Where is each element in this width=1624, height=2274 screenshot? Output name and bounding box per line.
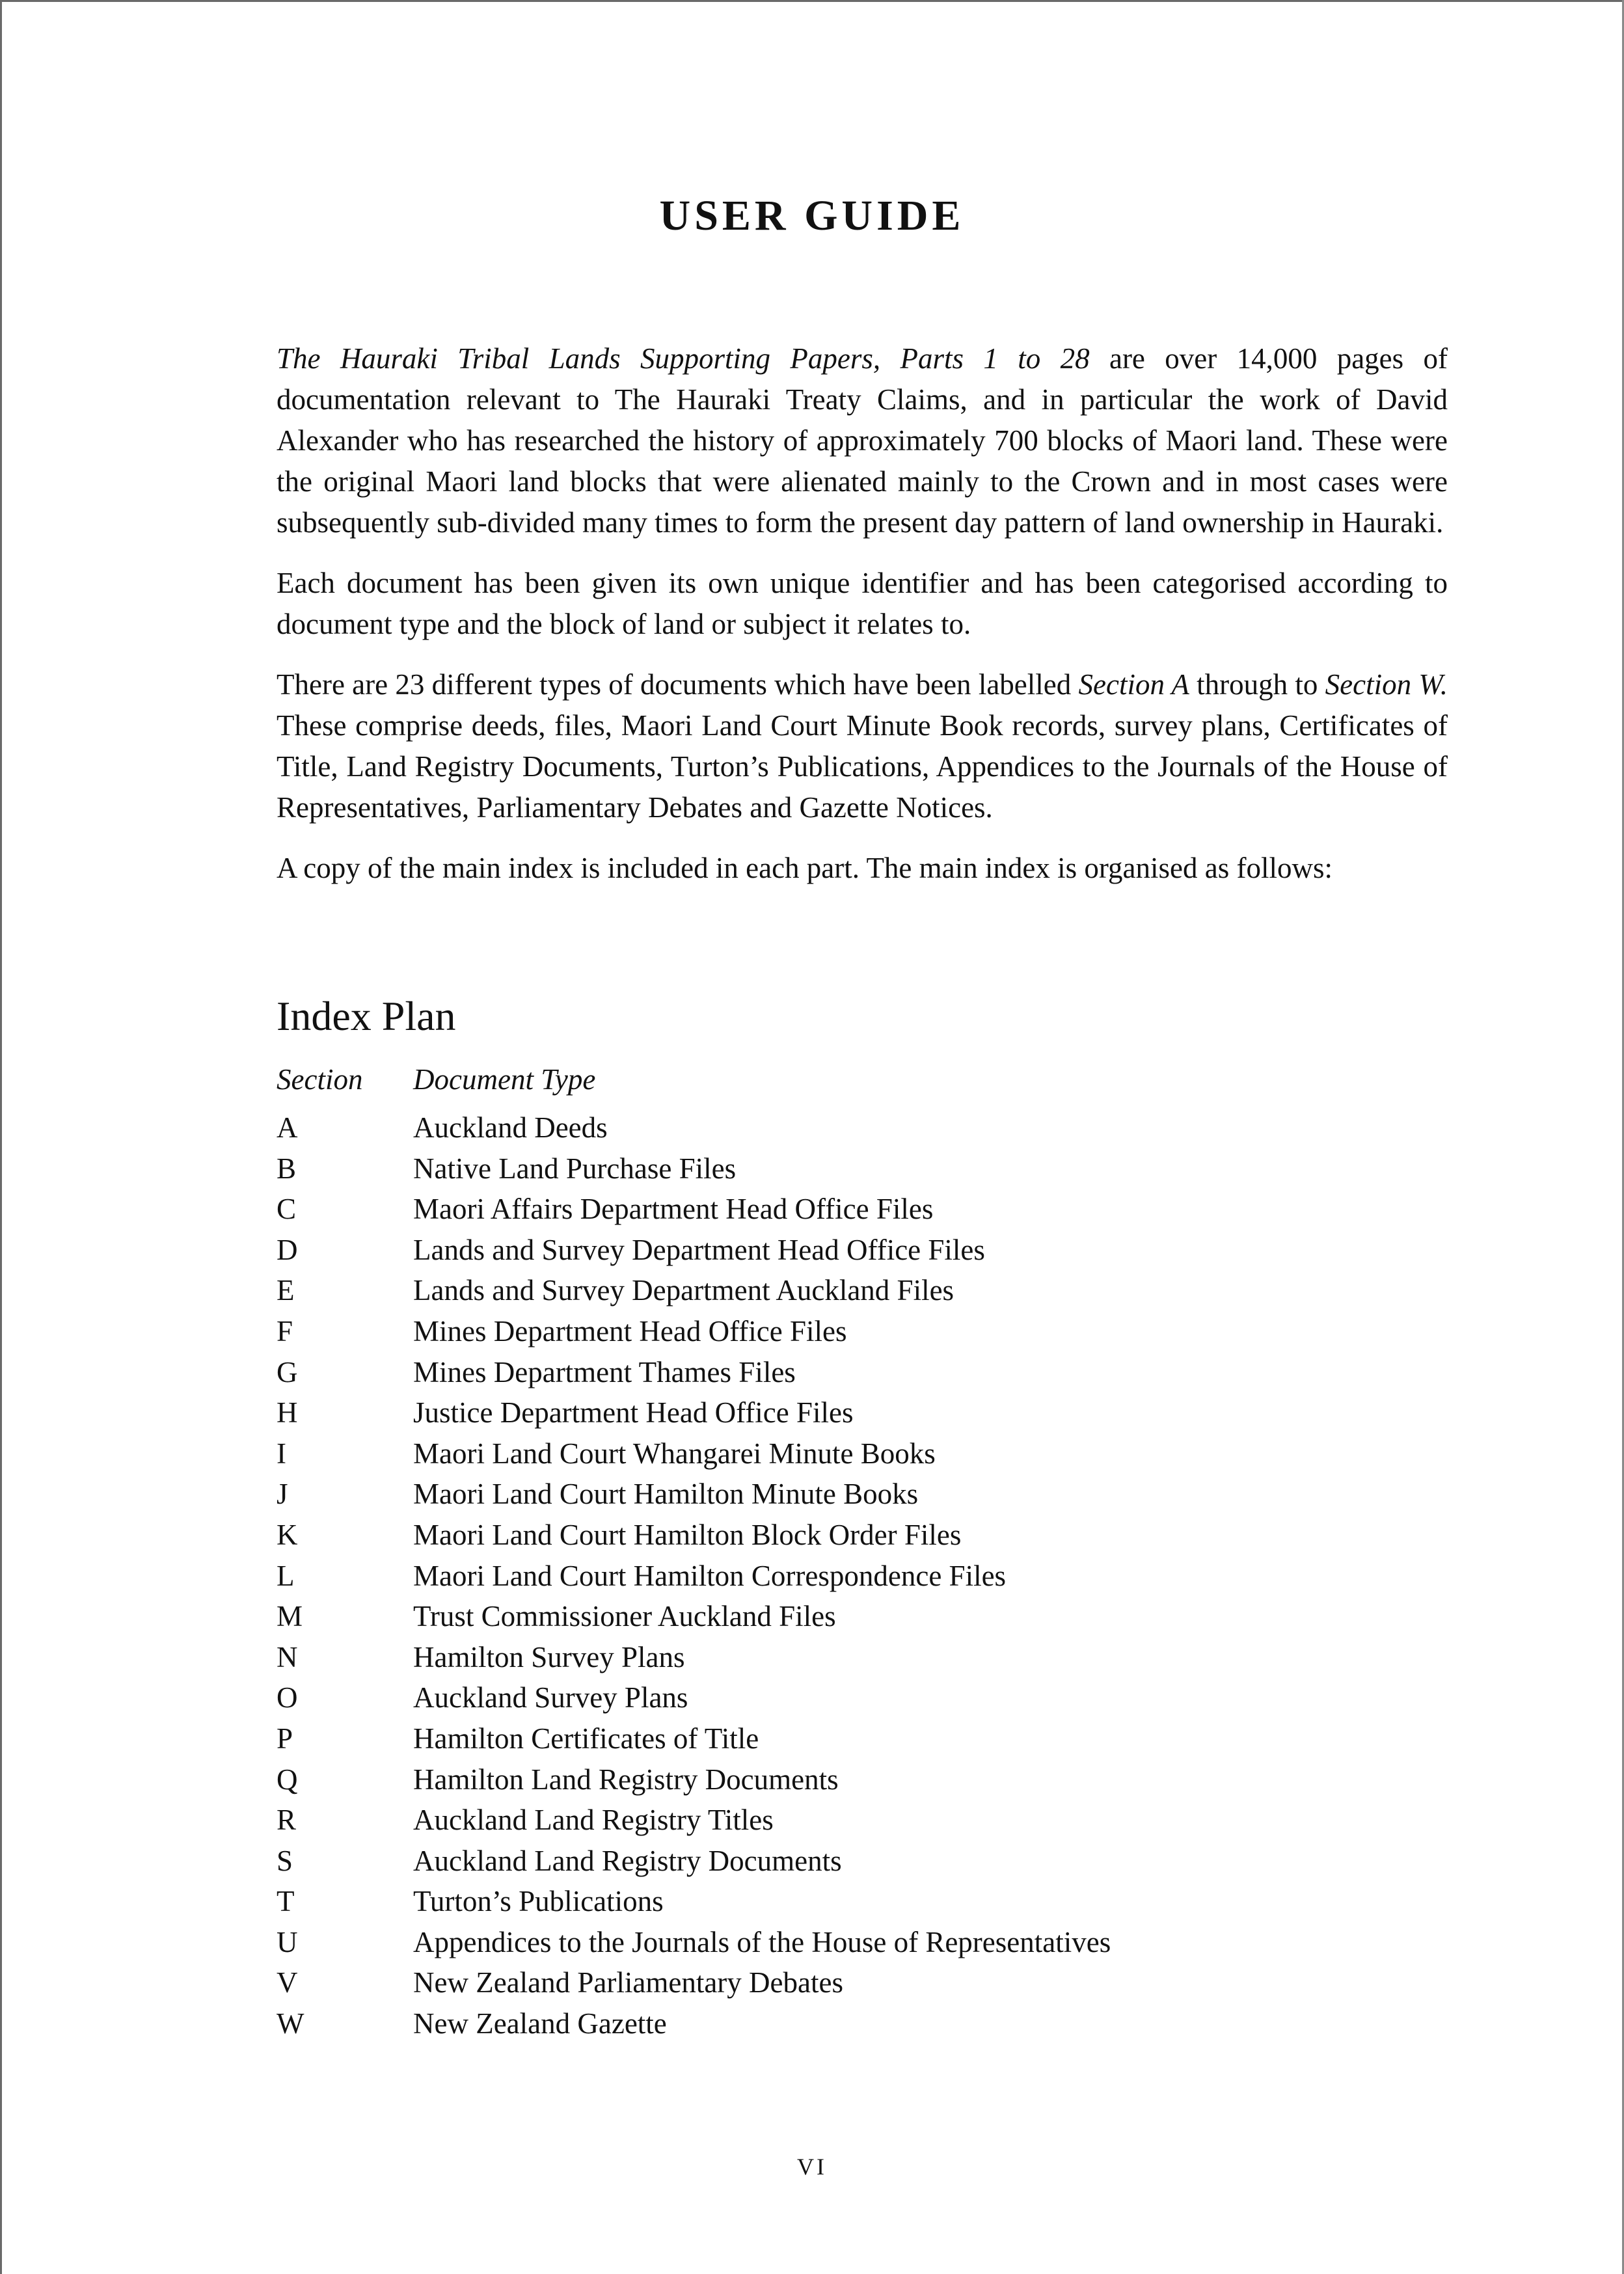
section-letter: G — [277, 1355, 298, 1388]
index-row — [277, 1392, 1448, 1433]
document-type: Lands and Survey Department Head Office Files — [413, 1233, 985, 1266]
index-row — [277, 1556, 1448, 1597]
document-type: Auckland Deeds — [413, 1111, 608, 1144]
section-letter: I — [277, 1437, 286, 1470]
document-type-column-header: Document Type — [413, 1063, 596, 1096]
document-type: Native Land Purchase Files — [413, 1152, 737, 1185]
section-column-header: Section — [277, 1063, 363, 1096]
index-row — [277, 1677, 1448, 1718]
section-letter: N — [277, 1640, 298, 1673]
document-type: Lands and Survey Department Auckland Files — [413, 1274, 954, 1307]
section-letter: C — [277, 1193, 297, 1226]
index-row — [277, 1107, 1448, 1148]
index-row — [277, 1841, 1448, 1882]
index-row — [277, 1596, 1448, 1637]
index-header-row — [277, 1059, 1448, 1107]
index-row — [277, 2003, 1448, 2044]
document-type: Mines Department Thames Files — [413, 1355, 796, 1388]
document-type: Appendices to the Journals of the House of Representatives — [413, 1925, 1111, 1958]
index-row — [277, 1433, 1448, 1474]
document-type: Mines Department Head Office Files — [413, 1314, 847, 1347]
intro-paragraph-4: A copy of the main index is included in each part. The main index is organised as follows: — [277, 852, 1333, 884]
section-letter: F — [277, 1314, 293, 1347]
section-letter: L — [277, 1559, 295, 1592]
intro-paragraph-1-text: are over 14,000 pages of documentation relevant to The Hauraki Treaty Claims, and in particular the work of David Alexander who has researched the history of approximately 700 blocks of Maori land. These were the original Maori land blocks that were alienated mainly to the Crown and in most cases were subsequently sub-divided many times to form the present day pattern of land ownership in Hauraki. — [277, 342, 1448, 539]
index-row — [277, 1922, 1448, 1963]
document-type: Maori Affairs Department Head Office Files — [413, 1193, 934, 1226]
section-letter: V — [277, 1966, 298, 1999]
index-table-body — [277, 1107, 1448, 2044]
document-type: Justice Department Head Office Files — [413, 1396, 854, 1429]
intro-paragraph-1 — [277, 338, 1448, 543]
section-letter: H — [277, 1396, 298, 1429]
document-type: Maori Land Court Hamilton Block Order Files — [413, 1518, 962, 1551]
intro-paragraph-3-part-c: These comprise deeds, files, Maori Land Court Minute Book records, survey plans, Certificates of Title, Land Registry Documents, Turton’s Publications, Appendices to the Journals of the House of Representatives, Parliamentary Debates and Gazette Notices. — [277, 709, 1448, 824]
document-type: Auckland Land Registry Documents — [413, 1844, 842, 1877]
document-type: Trust Commissioner Auckland Files — [413, 1600, 836, 1633]
index-row — [277, 1189, 1448, 1230]
section-letter: M — [277, 1600, 303, 1633]
index-row — [277, 1474, 1448, 1515]
index-row — [277, 1759, 1448, 1800]
index-row — [277, 1718, 1448, 1759]
page-number: VI — [797, 2154, 827, 2180]
document-type: Hamilton Land Registry Documents — [413, 1763, 839, 1796]
index-row — [277, 1637, 1448, 1678]
scan-edge-left — [0, 0, 2, 2274]
index-row — [277, 1962, 1448, 2003]
section-letter: Q — [277, 1763, 298, 1796]
document-type: Hamilton Certificates of Title — [413, 1722, 759, 1755]
section-w-ref: Section W. — [1325, 668, 1448, 701]
index-row — [277, 1148, 1448, 1189]
section-a-ref: Section A — [1078, 668, 1189, 701]
section-letter: J — [277, 1478, 288, 1511]
section-letter: E — [277, 1274, 295, 1307]
intro-paragraph-3-part-a: There are 23 different types of documents which have been labelled — [277, 668, 1079, 701]
publication-title: The Hauraki Tribal Lands Supporting Papers, Parts 1 to 28 — [277, 342, 1090, 375]
page-title: USER GUIDE — [659, 192, 965, 239]
section-letter: S — [277, 1844, 293, 1877]
document-type: Hamilton Survey Plans — [413, 1640, 685, 1673]
index-plan-heading: Index Plan — [277, 993, 456, 1039]
intro-text — [277, 338, 1448, 908]
document-type: Maori Land Court Whangarei Minute Books — [413, 1437, 936, 1470]
index-plan-table — [277, 1059, 1448, 2044]
section-letter: R — [277, 1804, 297, 1837]
document-type: Maori Land Court Hamilton Correspondence Files — [413, 1559, 1007, 1592]
intro-paragraph-2: Each document has been given its own unique identifier and has been categorised according to document type and the block of land or subject it relates to. — [277, 567, 1448, 640]
index-row — [277, 1230, 1448, 1271]
index-row — [277, 1515, 1448, 1556]
document-type: Maori Land Court Hamilton Minute Books — [413, 1478, 919, 1511]
section-letter: K — [277, 1518, 298, 1551]
section-letter: D — [277, 1233, 298, 1266]
document-type: Auckland Survey Plans — [413, 1681, 688, 1714]
section-letter: P — [277, 1722, 293, 1755]
document-type: New Zealand Gazette — [413, 2007, 667, 2040]
section-letter: B — [277, 1152, 297, 1185]
document-type: Turton’s Publications — [413, 1885, 664, 1918]
section-letter: A — [277, 1111, 298, 1144]
section-letter: T — [277, 1885, 295, 1918]
section-letter: O — [277, 1681, 298, 1714]
index-row — [277, 1881, 1448, 1922]
index-row — [277, 1270, 1448, 1311]
intro-paragraph-3 — [277, 664, 1448, 828]
section-letter: W — [277, 2007, 304, 2040]
scan-edge-top — [0, 0, 1624, 2]
document-type: New Zealand Parliamentary Debates — [413, 1966, 843, 1999]
index-row — [277, 1800, 1448, 1841]
index-row — [277, 1352, 1448, 1393]
section-letter: U — [277, 1925, 298, 1958]
document-type: Auckland Land Registry Titles — [413, 1804, 774, 1837]
intro-paragraph-3-part-b: through to — [1189, 668, 1325, 701]
index-row — [277, 1311, 1448, 1352]
